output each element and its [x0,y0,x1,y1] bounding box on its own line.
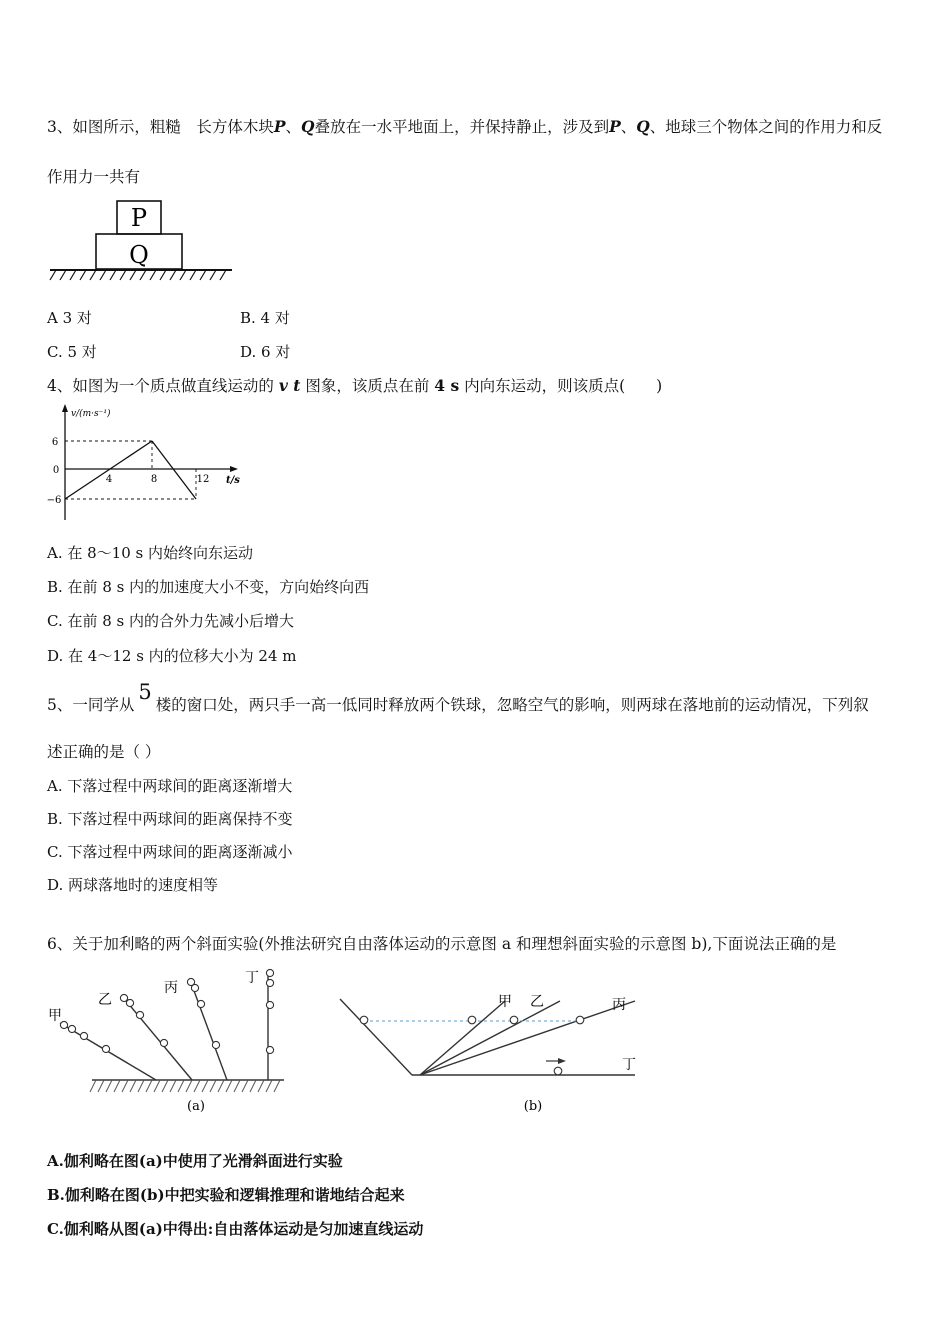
y-tick-0: 0 [52,465,60,476]
block-p-label: P [130,204,148,232]
q3-option-a[interactable]: A 3 对 [47,309,92,327]
q5-option-b[interactable]: B. 下落过程中两球间的距离保持不变 [47,810,293,828]
graph-segment-rising [65,441,152,499]
q6-stem: 6、关于加利略的两个斜面实验(外推法研究自由落体运动的示意图 a 和理想斜面实验的示意图 b),下面说法正确的是 [47,935,837,953]
y-tick-6: 6 [51,437,59,448]
fig-b-label-bing: 丙 [612,997,626,1013]
fig-b-label-ding: 丁 [622,1057,636,1073]
q5-floor-number: 5 [138,680,152,704]
fig-a-label-jia: 甲 [48,1008,62,1024]
fig-a-label-ding: 丁 [245,970,259,986]
fig-b-right-yi [420,1001,560,1075]
graph-xlabel: t/s [226,475,240,486]
q3-stem-line2: 作用力一共有 [47,168,141,186]
q4-option-b[interactable]: B. 在前 8 s 内的加速度大小不变，方向始终向西 [47,578,370,596]
q6-option-a[interactable]: A.伽利略在图(a)中使用了光滑斜面进行实验 [47,1152,343,1170]
q4-stem: 4、如图为一个质点做直线运动的 v t 图象，该质点在前 4 s 内向东运动，则该质点( ) [47,376,663,395]
x-tick-4: 4 [105,474,113,485]
x-tick-8: 8 [150,474,158,485]
fig-b-arrow-head [558,1058,566,1064]
fig-a-incline-yi [122,996,192,1080]
q5-option-a[interactable]: A. 下落过程中两球间的距离逐渐增大 [47,777,293,795]
q5-stem-line1: 5、一同学从5楼的窗口处，两只手一高一低同时释放两个铁球，忽略空气的影响，则两球在落地前的运动情况，下列叙 [47,680,869,714]
fig-b-left-incline [340,999,412,1075]
block-q-label: Q [129,241,149,269]
y-axis-arrow [62,404,68,412]
fig-b-right-bing [420,1001,635,1075]
fig-b-balls [360,1016,584,1075]
q4-vt-graph [44,402,244,524]
q4-option-d[interactable]: D. 在 4～12 s 内的位移大小为 24 m [47,647,297,665]
x-axis-arrow [230,466,238,472]
q4-option-c[interactable]: C. 在前 8 s 内的合外力先减小后增大 [47,612,295,630]
q3-option-d[interactable]: D. 6 对 [240,343,291,361]
q5-option-d[interactable]: D. 两球落地时的速度相等 [47,876,219,894]
fig-a-ground-hatching [90,1080,280,1092]
fig-a-label-yi: 乙 [98,992,112,1008]
fig-b-caption: (b) [523,1099,543,1114]
q3-option-b[interactable]: B. 4 对 [240,309,290,327]
fig-b-label-jia: 甲 [498,994,512,1010]
x-tick-12: 12 [196,474,210,485]
q3-figure [46,198,238,288]
fig-a-incline-bing [190,980,227,1080]
q6-option-b[interactable]: B.伽利略在图(b)中把实验和逻辑推理和谐地结合起来 [47,1186,405,1204]
q6-figure-b [330,975,650,1120]
fig-b-right-jia [420,1001,505,1075]
q5-option-c[interactable]: C. 下落过程中两球间的距离逐渐减小 [47,843,293,861]
q6-option-c[interactable]: C.伽利略从图(a)中得出:自由落体运动是匀加速直线运动 [47,1220,424,1238]
q4-option-a[interactable]: A. 在 8～10 s 内始终向东运动 [47,544,254,562]
ground-hatching [50,270,226,280]
fig-b-label-yi: 乙 [530,994,544,1010]
y-tick-minus6: −6 [46,495,62,506]
graph-ylabel: v/(m·s⁻¹) [71,409,111,419]
graph-segment-falling [152,441,196,499]
q3-option-c[interactable]: C. 5 对 [47,343,97,361]
q6-figure-a [44,960,294,1120]
q5-stem-line2: 述正确的是（ ） [47,743,161,761]
fig-a-label-bing: 丙 [164,980,178,996]
q3-stem-line1: 3、如图所示，粗糙 长方体木块P、Q叠放在一水平地面上，并保持静止，涉及到P、Q、地球三个物体之间的作用力和反 [47,117,883,136]
fig-a-caption: (a) [187,1099,205,1114]
